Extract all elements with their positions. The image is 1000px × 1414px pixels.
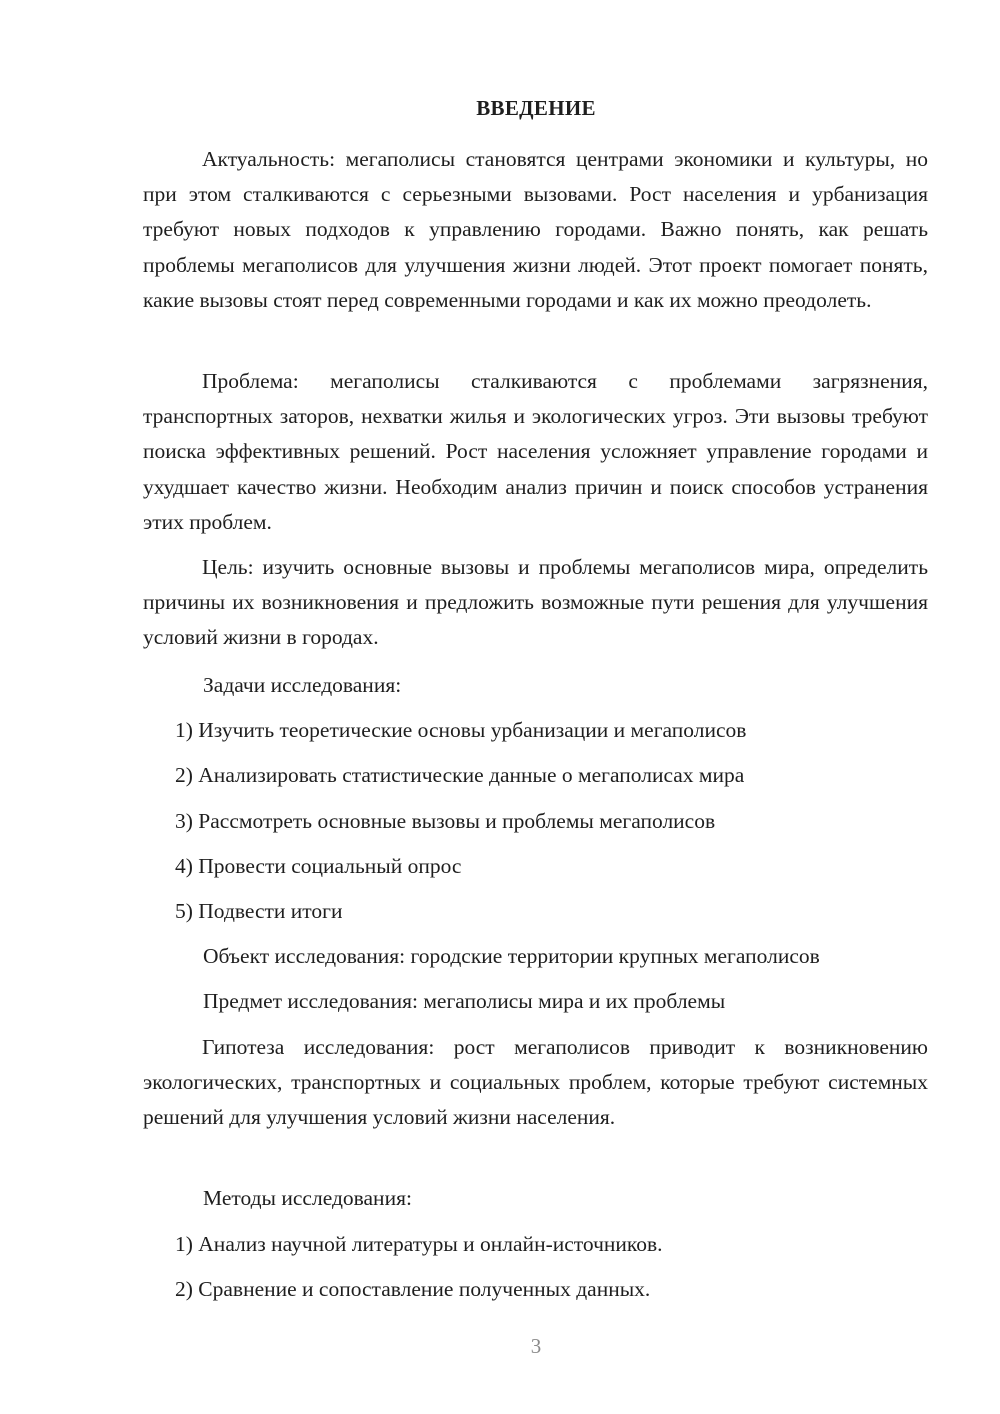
relevance-text: Актуальность: мегаполисы становятся центрами экономики и культуры, но при этом сталкиваются с серьезными вызовами. Рост населения и урбанизация требуют новых подходов к управлению городами. Важно понять, как решать проблемы мегаполисов для улучшения жизни людей. Этот проект помогает понять, какие вызовы стоят перед современными городами и как их можно преодолеть. [143, 147, 928, 312]
tasks-heading: Задачи исследования: [203, 673, 402, 697]
relevance-paragraph [143, 142, 928, 318]
goal-paragraph [143, 550, 928, 656]
task-item: 2) Анализировать статистические данные о мегаполисах мира [175, 763, 745, 787]
problem-paragraph [143, 364, 928, 540]
task-item: 4) Провести социальный опрос [175, 854, 462, 878]
methods-heading: Методы исследования: [203, 1186, 412, 1210]
hypothesis-text: Гипотеза исследования: рост мегаполисов приводит к возникновению экологических, транспортных и социальных проблем, которые требуют системных решений для улучшения условий жизни населения. [143, 1035, 928, 1130]
task-item: 3) Рассмотреть основные вызовы и проблемы мегаполисов [175, 809, 716, 833]
method-item: 1) Анализ научной литературы и онлайн-источников. [175, 1232, 663, 1256]
goal-text: Цель: изучить основные вызовы и проблемы мегаполисов мира, определить причины их возникновения и предложить возможные пути решения для улучшения условий жизни в городах. [143, 555, 928, 650]
hypothesis-paragraph [143, 1030, 928, 1136]
research-object: Объект исследования: городские территории крупных мегаполисов [203, 944, 820, 968]
task-item: 1) Изучить теоретические основы урбанизации и мегаполисов [175, 718, 747, 742]
page-number: 3 [530, 1334, 542, 1358]
method-item: 2) Сравнение и сопоставление полученных данных. [175, 1277, 651, 1301]
problem-text: Проблема: мегаполисы сталкиваются с проблемами загрязнения, транспортных заторов, нехватки жилья и экологических угроз. Эти вызовы требуют поиска эффективных решений. Рост населения усложняет управление городами и ухудшает качество жизни. Необходим анализ причин и поиск способов устранения этих проблем. [143, 369, 928, 534]
task-item: 5) Подвести итоги [175, 899, 343, 923]
page-title: ВВЕДЕНИЕ [476, 96, 596, 120]
research-subject: Предмет исследования: мегаполисы мира и их проблемы [203, 989, 726, 1013]
